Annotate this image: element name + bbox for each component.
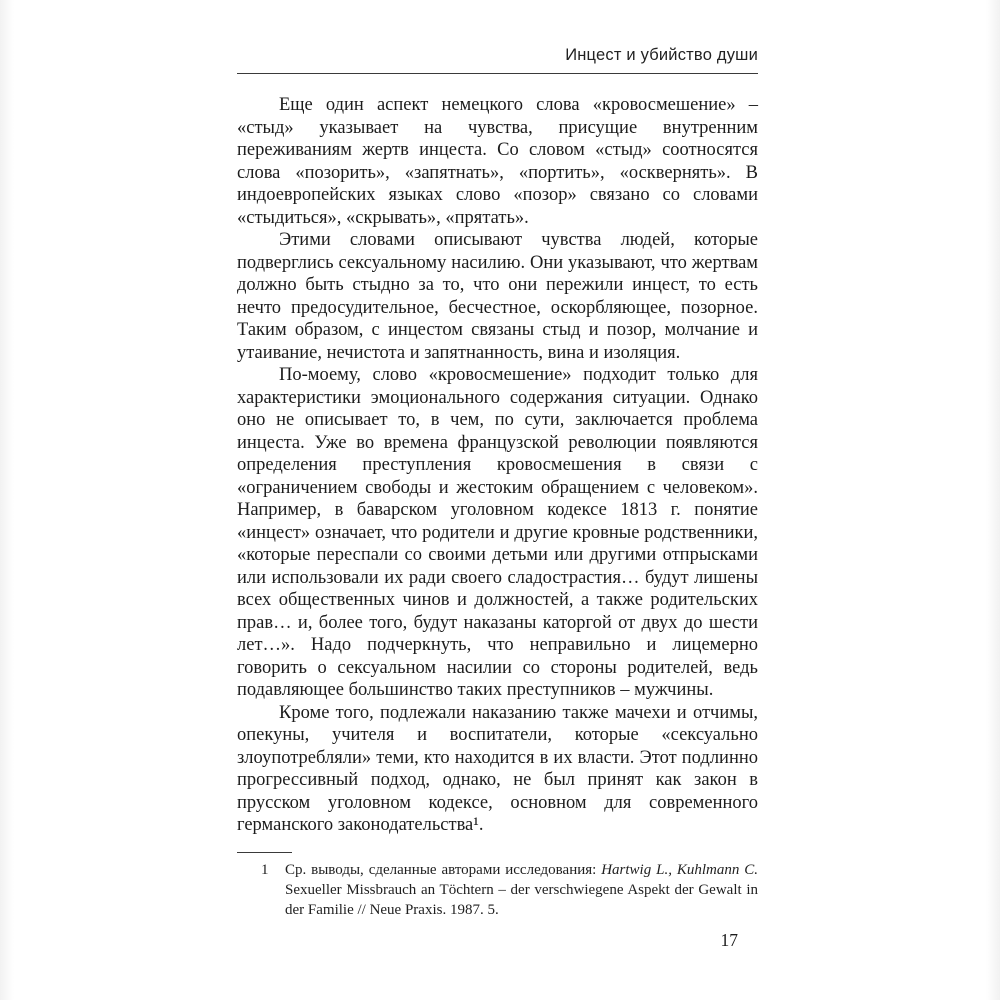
footnote-block [237,852,758,920]
paragraph: Этими словами описывают чувства людей, которые подверглись сексуальному насилию. Они указывают, что жертвам должно быть стыдно за то, что они пережили инцест, то есть нечто предосудительное, бесчестное, оскорбляющее, позорное. Таким образом, с инцестом связаны стыд и позор, молчание и утаивание, нечистота и запятнанность, вина и изоляция. [237,230,758,363]
running-head-title: Инцест и убийство души [565,46,758,64]
header-rule [237,73,758,74]
footnote-marker: 1 [261,862,269,878]
footnote [237,860,758,920]
paragraph: Кроме того, подлежали наказанию также мачехи и отчимы, опекуны, учителя и воспитатели, которые «сексуально злоупотребляли» теми, кто находится в их власти. Этот подлинно прогрессивный подход, однако, не был принят как закон в прусском уголовном кодексе, основном для современного германского законодательства¹. [237,702,758,835]
paragraph: По-моему, слово «кровосмешение» подходит только для характеристики эмоционального содержания ситуации. Однако оно не описывает то, в чем, по сути, заключается проблема инцеста. Уже во времена французской революции появляются определения преступления кровосмешения в связи с «ограничением свободы и жестоким обращением с человеком». Например, в баварском уголовном кодексе 1813 г. понятие «инцест» означает, что родители и другие кровные родственники, «которые переспали со своими детьми или другими отпрысками или использовали их ради своего сладострастия… будут лишены всех общественных чинов и должностей, а также родительских прав… и, более того, будут наказаны каторгой от двух до шести лет…». Надо подчеркнуть, что неправильно и лицемерно говорить о сексуальном насилии со стороны родителей, ведь подавляющее большинство таких преступников – мужчины. [237,365,758,700]
paragraph: Еще один аспект немецкого слова «кровосмешение» – «стыд» указывает на чувства, присущие внутренним переживаниям жертв инцеста. Со словом «стыд» соотносятся слова «позорить», «запятнать», «портить», «осквернять». В индоевропейских языках слово «позор» связано со словами «стыдиться», «скрывать», «прятать». [237,95,758,228]
footnote-text-end: Sexueller Missbrauch an Töchtern – der verschwiegene Aspekt der Gewalt in der Familie // Neue Praxis. 1987. 5. [285,882,758,918]
footnote-authors: Hartwig L., Kuhlmann C. [601,862,758,878]
page-number: 17 [720,930,738,950]
footnote-separator [237,852,292,853]
footnote-text-start: Ср. выводы, сделанные авторами исследования: [285,862,602,878]
body-text [237,94,758,837]
